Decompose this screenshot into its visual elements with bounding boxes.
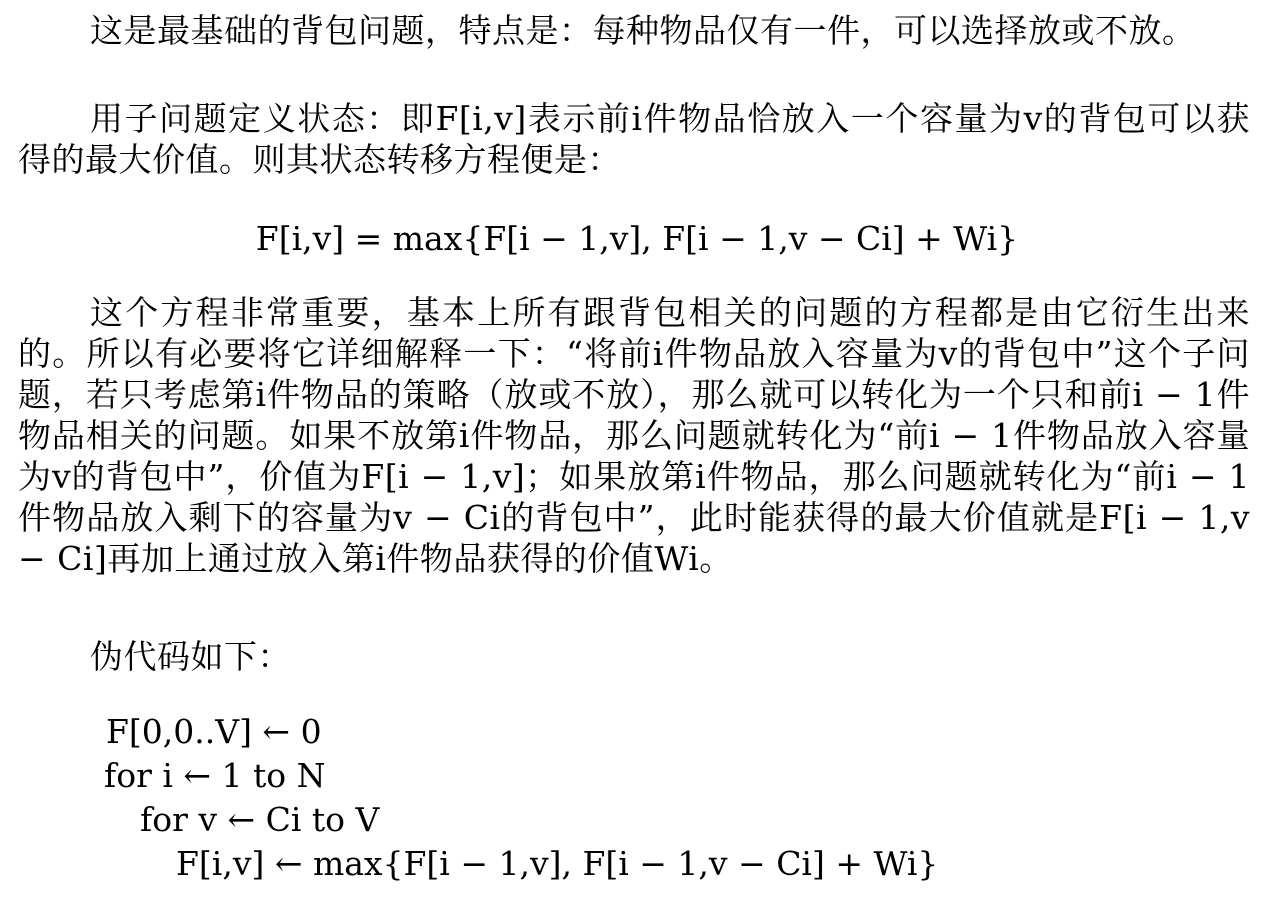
paragraph-explanation: 这个方程非常重要，基本上所有跟背包相关的问题的方程都是由它衍生出来的。所以有必要将它详细解释一下：“将前i件物品放入容量为v的背包中”这个子问题，若只考虑第i件物品的策略（放或不放），那么就可以转化为一个只和前i − 1件物品相关的问题。如果不放第i件物品，那么问题就转化为“前i − 1件物品放入容量为v的背包中”，价值为F[i − 1,v]；如果放第i件物品，那么问题就转化为“前i − 1件物品放入剩下的容量为v − Ci的背包中”，此时能获得的最大价值就是F[i − 1,v − Ci]再加上通过放入第i件物品获得的价值Wi。 — [18, 293, 1250, 578]
pseudocode-line-update: F[i,v] ← max{F[i − 1,v], F[i − 1,v − Ci] + Wi} — [176, 844, 939, 883]
paragraph-pseudocode-intro: 伪代码如下： — [90, 637, 291, 676]
state-transition-equation: F[i,v] = max{F[i − 1,v], F[i − 1,v − Ci] + Wi} — [255, 219, 1019, 258]
pseudocode-line-inner-loop: for v ← Ci to V — [140, 800, 380, 839]
paragraph-intro: 这是最基础的背包问题，特点是：每种物品仅有一件，可以选择放或不放。 — [90, 11, 1196, 50]
paragraph-state-definition: 用子问题定义状态：即F[i,v]表示前i件物品恰放入一个容量为v的背包可以获得的最大价值。则其状态转移方程便是： — [18, 99, 1250, 179]
pseudocode-block — [104, 710, 938, 886]
pseudocode-line-init: F[0,0..V] ← 0 — [106, 712, 322, 751]
pseudocode-line-outer-loop: for i ← 1 to N — [104, 756, 326, 795]
